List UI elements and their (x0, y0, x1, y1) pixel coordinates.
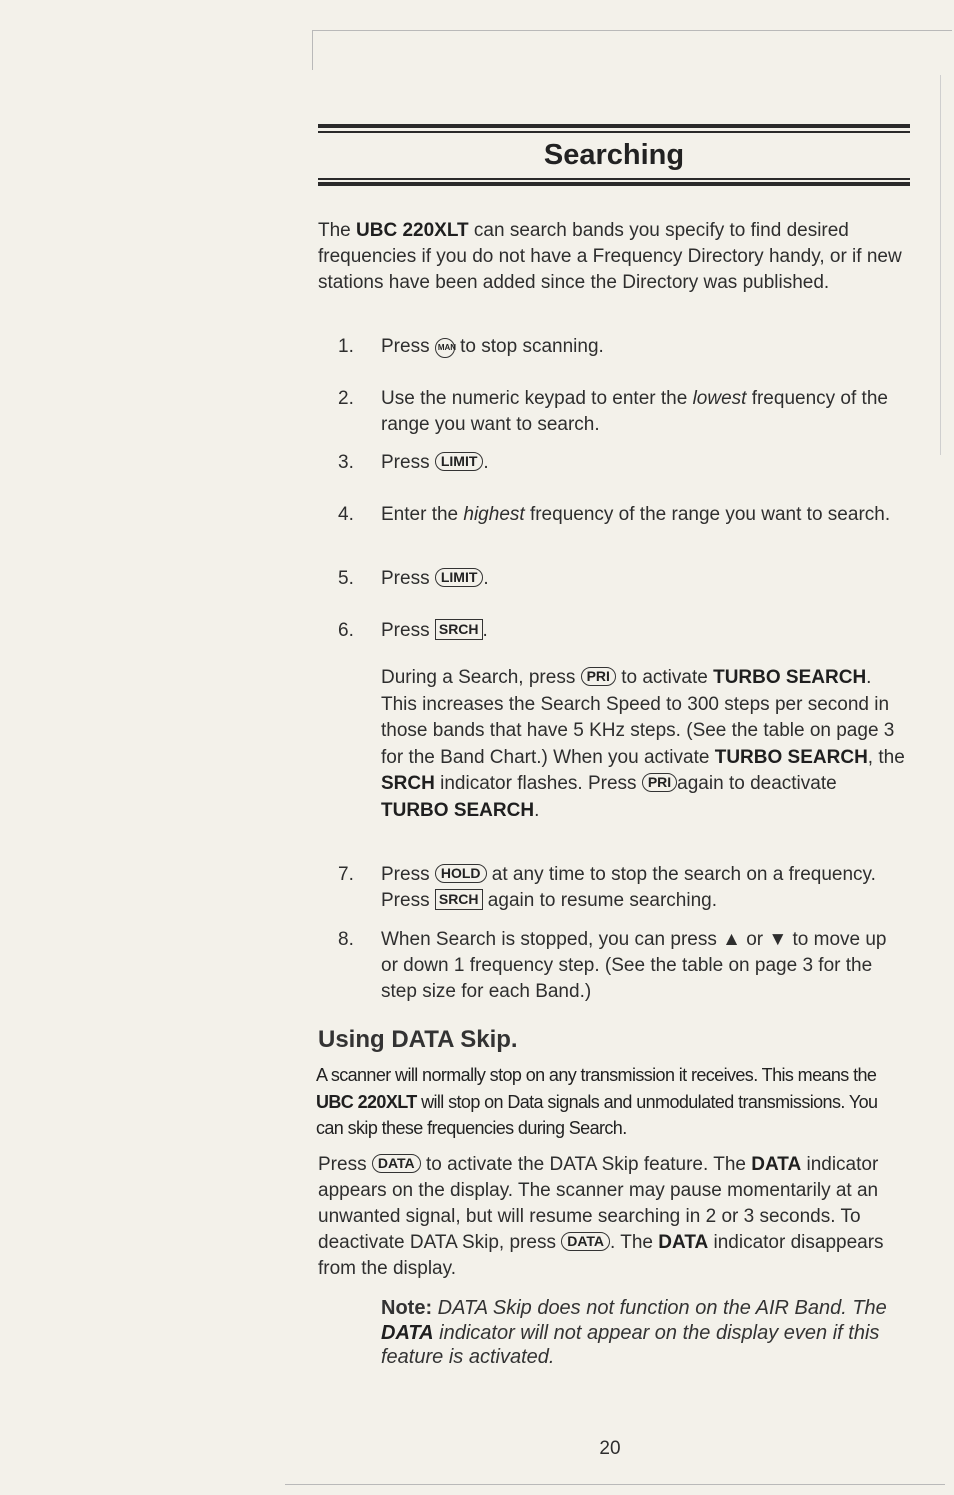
data-indicator: DATA (658, 1232, 709, 1253)
down-arrow-icon: ▼ (768, 929, 788, 950)
scan-edge-top (312, 30, 952, 31)
turbo-search-paragraph: During a Search, press PRI to activate TURBO SEARCH. This increases the Search Speed to 300 steps per second in those bands that have 5 KHz steps. (See the table on page 3 for the Band Chart.) When you activate TURBO SEARCH, the SRCH indicator flashes. Press PRI again to deactivate TURBO SEARCH. (381, 667, 905, 821)
up-arrow-icon: ▲ (722, 929, 741, 950)
limit-key-icon: LIMIT (435, 452, 484, 471)
data-indicator: DATA (381, 1321, 434, 1344)
manual-page: Searching The UBC 220XLT can search bands you specify to find desired frequencies if you do not have a Frequency Directory handy, or if new stations have been added since the Directory was published. 1. Press MAN to stop scanning. 2. Use the numeric keypad to enter the lowest frequency of the range you want to search. 3. Press LIMIT . 4. Enter the highest frequency of the range you want to search. 5. Press LIMIT . 6. Press SRCH . During a Search, press PRI to activate TURBO SEARCH. This increases the Search Speed to 300 steps per second in those bands that have 5 KHz steps. (See the table on page 3 for the Band Chart.) When you activate TURBO SEARCH, the SRCH indicator flashes. Press PRI again to deactivate TURBO SEARCH. 7. Press HOLD at any time to stop the search on a frequency. Press SRCH again to resume searching. 8. When Search is stopped, you can press ▲ or ▼ to move up or down 1 frequency step. (See the table on page 3 for the step size for each Band.) Using DATA Skip. A scanner will normally stop on any transmission it receives. This means the UBC 220XLT will stop on Data signals and unmodulated transmissions. You can skip these frequencies during Search. Press DATA to activate the DATA Skip feature. The DATA indicator appears on the display. The scanner may pause momentarily at an unwanted signal, but will resume searching in 2 or 3 seconds. To deactivate DATA Skip, press DATA . The DATA indicator disappears from the display. Note: DATA Skip does not function on the AIR Band. The DATA indicator will not appear on the display even if this feature is activated. 20 (0, 0, 954, 1495)
intro-paragraph: The UBC 220XLT can search bands you specify to find desired frequencies if you do not have a Frequency Directory handy, or if new stations have been added since the Directory was published. (318, 220, 902, 293)
pri-key-icon: PRI (581, 667, 616, 686)
limit-key-icon: LIMIT (435, 568, 484, 587)
page-number: 20 (599, 1438, 621, 1459)
model-name: UBC 220XLT (356, 220, 469, 241)
data-key-icon: DATA (372, 1154, 421, 1173)
scan-edge-bottom (285, 1484, 945, 1485)
data-skip-intro: A scanner will normally stop on any transmission it receives. This means the UBC 220XLT will stop on Data signals and unmodulated transmissions. You can skip these frequencies during Search. (316, 1065, 878, 1138)
hold-key-icon: HOLD (435, 864, 487, 883)
title-rule-bottom-thin (318, 178, 910, 180)
data-key-icon: DATA (561, 1232, 610, 1251)
srch-key-icon: SRCH (435, 889, 483, 910)
scan-edge-left (312, 30, 313, 70)
man-key-icon: MAN (435, 338, 455, 358)
page-title: Searching (543, 139, 685, 171)
section-heading-data-skip: Using DATA Skip. (318, 1026, 518, 1053)
title-rule-top-thin (318, 131, 910, 133)
srch-key-icon: SRCH (435, 619, 483, 640)
data-skip-paragraph: Press DATA to activate the DATA Skip feature. The DATA indicator appears on the display. The scanner may pause momentarily at an unwanted signal, but will resume searching in 2 or 3 seconds. To deactivate DATA Skip, press DATA . The DATA indicator disappears from the display. (318, 1154, 884, 1279)
scan-edge-right (940, 75, 941, 455)
note-block: Note: DATA Skip does not function on the AIR Band. The DATA indicator will not appear on the display even if this feature is activated. (381, 1297, 887, 1368)
title-rule-bottom-thick (318, 182, 910, 186)
pri-key-icon: PRI (642, 773, 677, 792)
title-rule-top-thick (318, 124, 910, 128)
data-indicator: DATA (751, 1154, 802, 1175)
